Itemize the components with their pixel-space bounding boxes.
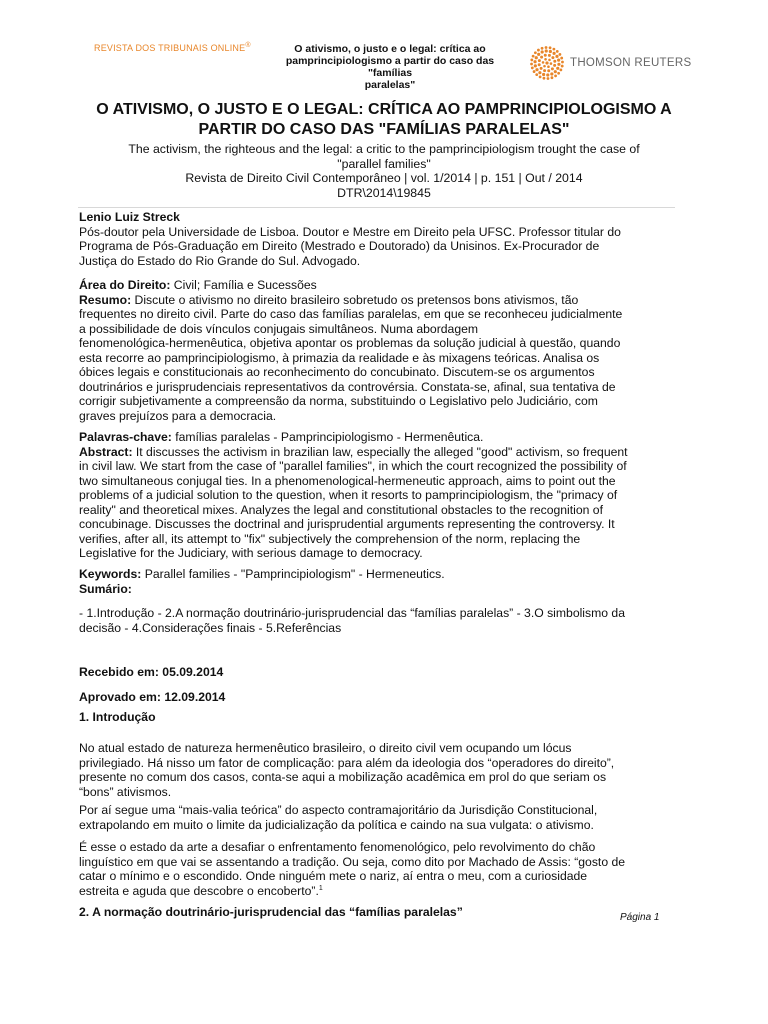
logo-dot <box>533 60 536 63</box>
logo-dot <box>549 46 552 49</box>
logo-dot <box>541 47 544 50</box>
revista-dos-tribunais-brand: REVISTA DOS TRIBUNAIS ONLINE® <box>94 42 251 53</box>
logo-dot <box>540 56 543 59</box>
logo-dot <box>546 73 549 76</box>
thomson-reuters-brand: THOMSON REUTERS <box>530 46 691 80</box>
header-divider <box>78 207 675 208</box>
logo-dot <box>532 55 535 58</box>
section-heading-introducao: 1. Introdução <box>79 710 156 724</box>
logo-dot <box>535 73 538 76</box>
footnote-marker[interactable]: 1 <box>318 884 323 892</box>
logo-dot <box>553 64 556 67</box>
logo-dot <box>560 57 563 60</box>
logo-dot <box>533 70 536 73</box>
logo-dot <box>552 52 555 55</box>
author-name: Lenio Luiz Streck <box>79 210 180 224</box>
logo-dot <box>557 72 560 75</box>
logo-dot <box>556 50 559 53</box>
logo-dot <box>547 65 550 68</box>
logo-dot <box>559 53 562 56</box>
logo-dot <box>549 50 552 53</box>
keywords-block <box>79 567 675 596</box>
author-block: Lenio Luiz Streck Pós-doutor pela Universidade de Lisboa. Doutor e Mestre em Direito pela UFSC. Professor titular do Programa de Pós-Graduação em Direito (Mestrado e Doutorado) da Unisinos. Ex-Procurador de Justiça do Estado do Rio Grande do Sul. Advogado. <box>79 210 675 268</box>
abstract-block: Palavras-chave: famílias paralelas - Pamprincipiologismo - Hermenêutica. Abstract: It discusses the activism in brazilian law, especially the alleged "good" activism, so frequent in civil law. We start from the case of "parallel families", in which the court recognized the possibility of two simultaneous conjugal ties. In a phenomenological-hermeneutic approach, aims to point out the problems of a judicial solution to the question, when it resorts to pamprincipiologism, the "primacy of reality" and theoretical mixes. Analyzes the legal and constitutional obstacles to the recognition of concubinage. Discusses the doctrinal and jurisprudential arguments representing the controversy. It verifies, after all, its attempt to "fix" subjectively the comprehension of the norm, replacing the Legislative for the Judiciary, with serious damage to democracy. <box>79 430 675 561</box>
logo-dot <box>561 61 564 64</box>
logo-dot <box>553 60 556 63</box>
logo-dot <box>550 62 553 65</box>
recebido-date: Recebido em: 05.09.2014 <box>79 665 224 679</box>
logo-dot <box>545 61 548 64</box>
logo-dot <box>547 77 550 80</box>
logo-dot <box>535 56 538 59</box>
logo-dot <box>551 56 554 59</box>
logo-dot <box>544 54 547 57</box>
area-do-direito: Área do Direito: Civil; Família e Sucessões <box>79 278 317 292</box>
keywords: Keywords: Parallel families - "Pamprincipiologism" - Hermeneutics. <box>79 567 445 581</box>
logo-dot <box>557 59 560 62</box>
paragraph-2: Por aí segue uma “mais-valia teórica” do aspecto contramajoritário da Jurisdição Constitucional, extrapolando em muito o limite da judicialização da política e caindo na sua vulgata: o ativismo. <box>79 803 598 832</box>
section-heading-normacao: 2. A normação doutrinário-jurisprudencial das “famílias paralelas” <box>79 905 463 919</box>
logo-dot <box>537 53 540 56</box>
logo-dot <box>543 69 546 72</box>
resumo-block: Área do Direito: Civil; Família e Sucessões Resumo: Discute o ativismo no direito brasileiro sobretudo os pretensos bons ativismos, tão frequentes no direito civil. Parte do caso das famílias paralelas, em que se reconheceu judicialmente a possibilidade de dois vínculos conjugais simultâneos. Numa abordagem fenomenológica-hermenêutica, objetiva apontar os problemas da solução judicial à questão, quando esta recorre ao pamprincipiologismo, à primazia da realidade e às mixagens teóricas. Analisa os óbices legais e constitucionais ao reconhecimento do concubinato. Discutem-se os argumentos doutrinários e jurisprudenciais representativos da controvérsia. Constata-se, afinal, sua tentativa de corrigir subjetivamente a compreensão da norma, substituindo o Legislativo pelo Judiciário, com graves prejuízos para a democracia. <box>79 278 675 423</box>
logo-dot <box>554 75 557 78</box>
logo-dot <box>530 63 533 66</box>
page-number: Página 1 <box>620 912 660 923</box>
logo-dot <box>548 59 551 62</box>
logo-dot <box>534 64 537 67</box>
logo-dot <box>530 59 533 62</box>
logo-dot <box>550 72 553 75</box>
logo-dot <box>552 48 555 51</box>
logo-dot <box>559 68 562 71</box>
logo-dot <box>555 55 558 58</box>
logo-dot <box>539 75 542 78</box>
logo-dot <box>543 77 546 80</box>
logo-dot <box>534 51 537 54</box>
logo-dot <box>544 58 547 61</box>
thomson-reuters-dot-logo-icon <box>530 46 564 80</box>
logo-dot <box>538 71 541 74</box>
logo-dot <box>538 59 541 62</box>
palavras-chave: Palavras-chave: famílias paralelas - Pamprincipiologismo - Hermenêutica. <box>79 430 484 444</box>
logo-dot <box>542 73 545 76</box>
logo-dot <box>540 67 543 70</box>
aprovado-date: Aprovado em: 12.09.2014 <box>79 690 226 704</box>
logo-dot <box>538 63 541 66</box>
logo-dot <box>531 67 534 70</box>
logo-dot <box>537 49 540 52</box>
logo-dot <box>547 69 550 72</box>
logo-dot <box>545 49 548 52</box>
logo-dot <box>557 63 560 66</box>
sumario-block: - 1.Introdução - 2.A normação doutrinário-jurisprudencial das “famílias paralelas” - 3.O simbolismo da decisão - 4.Considerações finais - 5.Referências <box>79 606 625 635</box>
logo-dot <box>556 67 559 70</box>
paragraph-3: É esse o estado da arte a desafiar o enfrentamento fenomenológico, pelo revolvimento do chão linguístico em que vai se assentando a tradição. Ou seja, como dito por Machado de Assis: “gosto de catar o mínimo e o escondido. Onde ninguém mete o nariz, aí entra o meu, com a curiosidade estreita e aguda que descobre o encoberto”.$^1$ <box>79 840 626 898</box>
logo-dot <box>543 65 546 68</box>
logo-dot <box>535 68 538 71</box>
logo-dot <box>554 70 557 73</box>
sumario-label: Sumário: <box>79 581 132 596</box>
paragraph-1: No atual estado de natureza hermenêutico brasileiro, o direito civil vem ocupando um lócus privilegiado. Há nisso um fator de complicação: para além da ideologia dos “operadores do direito”, presente no comum dos casos, conta-se aqui a mobilização acadêmica em prol do que seriam os “bons” ativismos. <box>79 741 615 799</box>
logo-dot <box>541 50 544 53</box>
document-title: O ATIVISMO, O JUSTO E O LEGAL: CRÍTICA AO PAMPRINCIPIOLOGISMO A PARTIR DO CASO DAS "FAMÍLIAS PARALELAS" <box>96 101 672 138</box>
running-header-title: O ativismo, o justo e o legal: crítica ao pamprincipiologismo a partir do caso das "famílias paralelas" <box>285 43 495 91</box>
document-subtitle: The activism, the righteous and the legal: a critic to the pamprincipiologism trought the case of "parallel families" Revista de Direito Civil Contemporâneo | vol. 1/2014 | p. 151 | Out / 2014 DTR\2014\19845 <box>128 142 640 200</box>
logo-dot <box>551 76 554 79</box>
logo-dot <box>548 54 551 57</box>
logo-dot <box>545 46 548 49</box>
logo-dot <box>561 65 564 68</box>
logo-dot <box>551 67 554 70</box>
logo-dot <box>542 61 545 64</box>
